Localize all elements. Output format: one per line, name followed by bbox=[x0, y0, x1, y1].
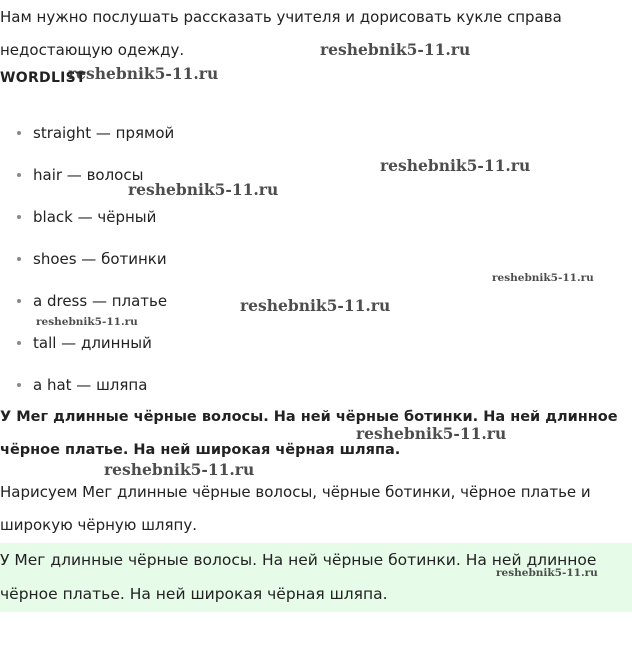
watermark: reshebnik5-11.ru bbox=[128, 180, 279, 199]
list-item: shoes — ботинки bbox=[0, 238, 174, 280]
watermark: reshebnik5-11.ru bbox=[104, 460, 255, 479]
watermark: reshebnik5-11.ru bbox=[356, 424, 507, 443]
story-bold-paragraph: У Мег длинные чёрные волосы. На ней чёрные ботинки. На ней длинное чёрное платье. На ней широкая чёрная шляпа. bbox=[0, 409, 618, 458]
wordlist-heading: WORDLIST bbox=[0, 70, 86, 86]
watermark: reshebnik5-11.ru bbox=[240, 296, 391, 315]
list-item: a hat — шляпа bbox=[0, 364, 174, 406]
watermark: reshebnik5-11.ru bbox=[380, 156, 531, 175]
watermark: reshebnik5-11.ru bbox=[320, 40, 471, 59]
list-item: black — чёрный bbox=[0, 196, 174, 238]
list-item: straight — прямой bbox=[0, 112, 174, 154]
list-item: hair — волосы bbox=[0, 154, 174, 196]
intro-paragraph: Нам нужно послушать рассказать учителя и дорисовать кукле справа недостающую одежду. bbox=[0, 8, 562, 59]
watermark: reshebnik5-11.ru bbox=[496, 567, 598, 579]
watermark: reshebnik5-11.ru bbox=[492, 272, 594, 284]
list-item: tall — длинный bbox=[0, 322, 174, 364]
watermark: reshebnik5-11.ru bbox=[68, 64, 219, 83]
answer-block: У Мег длинные чёрные волосы. На ней чёрные ботинки. На ней длинное чёрное платье. На ней широкая чёрная шляпа. bbox=[0, 543, 632, 612]
list-item: a dress — платье bbox=[0, 280, 174, 322]
wordlist bbox=[0, 112, 174, 406]
watermark: reshebnik5-11.ru bbox=[36, 316, 138, 328]
instruction-paragraph: Нарисуем Мег длинные чёрные волосы, чёрные ботинки, чёрное платье и широкую чёрную шляпу. bbox=[0, 483, 591, 534]
